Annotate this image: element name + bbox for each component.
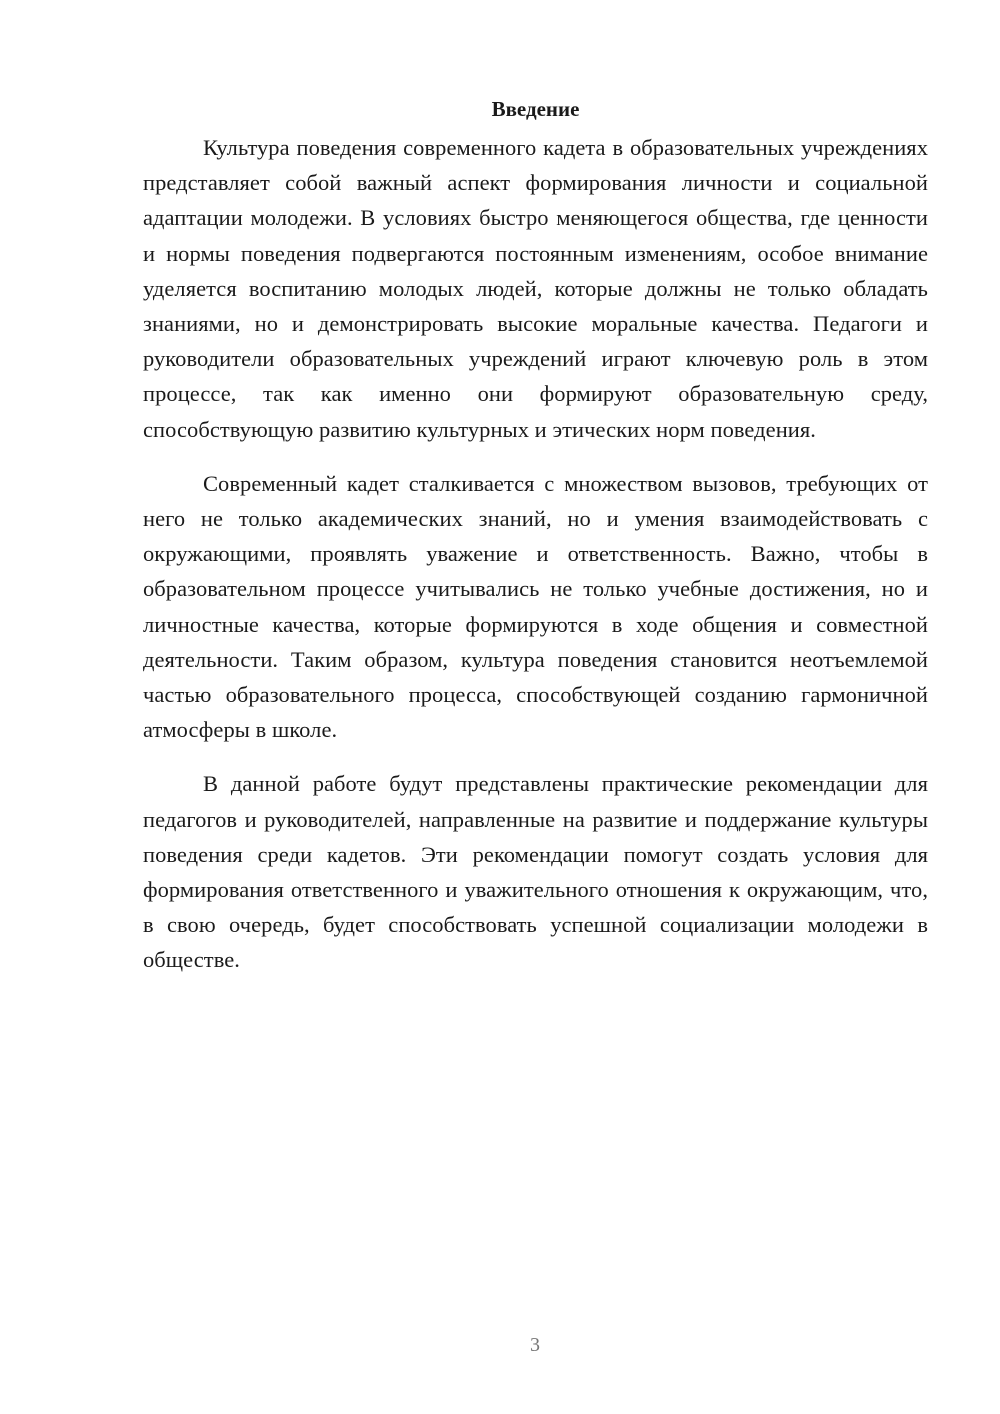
page-number: 3 [530, 1334, 540, 1356]
document-page [143, 94, 928, 997]
section-heading: Введение [491, 97, 580, 121]
paragraph-3: В данной работе будут представлены практические рекомендации для педагогов и руководителей, направленные на развитие и поддержание культуры поведения среди кадетов. Эти рекомендации помогут создать условия для формирования ответственного и уважительного отношения к окружающим, что, в свою очередь, будет способствовать успешной социализации молодежи в обществе. [143, 771, 928, 973]
paragraph-2: Современный кадет сталкивается с множеством вызовов, требующих от него не только академических знаний, но и умения взаимодействовать с окружающими, проявлять уважение и ответственность. Важно, чтобы в образовательном процессе учитывались не только учебные достижения, но и личностные качества, которые формируются в ходе общения и совместной деятельности. Таким образом, культура поведения становится неотъемлемой частью образовательного процесса, способствующей созданию гармоничной атмосферы в школе. [143, 470, 928, 743]
paragraph-1: Культура поведения современного кадета в образовательных учреждениях представляет собой важный аспект формирования личности и социальной адаптации молодежи. В условиях быстро меняющегося общества, где ценности и нормы поведения подвергаются постоянным изменениям, особое внимание уделяется воспитанию молодых людей, которые должны не только обладать знаниями, но и демонстрировать высокие моральные качества. Педагоги и руководители образовательных учреждений играют ключевую роль в этом процессе, так как именно они формируют образовательную среду, способствующую развитию культурных и этических норм поведения. [143, 135, 928, 442]
